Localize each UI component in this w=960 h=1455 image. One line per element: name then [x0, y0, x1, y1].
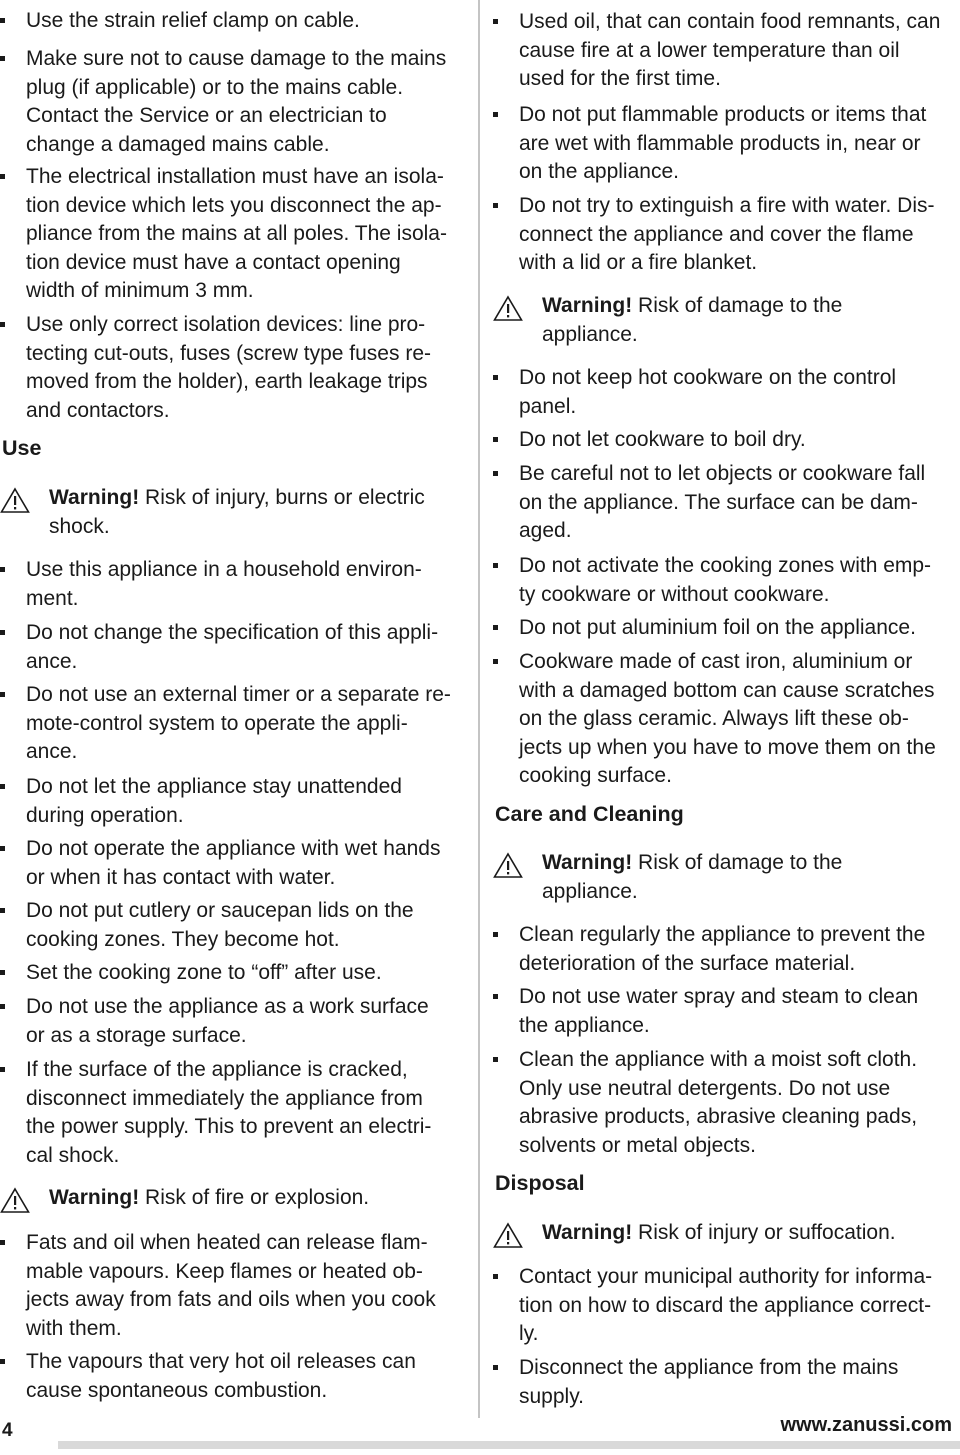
warning-text: appliance.: [542, 322, 638, 346]
bullet-marker: [0, 970, 5, 975]
warning-triangle-icon: [493, 295, 523, 322]
warning-text: Risk of injury, burns or electric: [139, 486, 425, 509]
footer-rule: [58, 1441, 960, 1449]
bullet-text-line: Do not put cutlery or saucepan lids on the: [26, 899, 414, 922]
section-heading-use: Use: [2, 436, 42, 460]
bullet-text-line: tecting cut-outs, fuses (screw type fuses re-: [26, 341, 431, 365]
bullet-marker: [493, 471, 498, 476]
bullet-text-line: Contact the Service or an electrician to: [26, 104, 387, 128]
bullet-text-line: Fats and oil when heated can release flam-: [26, 1231, 428, 1254]
bullet-text-line: Clean regularly the appliance to prevent the: [519, 923, 926, 946]
bullet-item: [493, 8, 960, 94]
bullet-text-line: ance.: [26, 649, 78, 673]
bullet-marker: [0, 1240, 5, 1245]
bullet-marker: [0, 567, 5, 572]
bullet-text-line: jects away from fats and oils when you cook: [26, 1288, 436, 1312]
warning-text: Risk of damage to the: [632, 851, 843, 874]
bullet-item: [0, 1056, 470, 1170]
bullet-marker: [493, 563, 498, 568]
warning-triangle-icon: [0, 1187, 30, 1214]
bullet-text-line: moved from the holder), earth leakage trips: [26, 370, 428, 394]
bullet-item: [493, 1046, 960, 1160]
bullet-item: [0, 619, 470, 676]
bullet-text-line: mote-control system to operate the appli-: [26, 711, 408, 735]
bullet-item: [493, 192, 960, 278]
warning-notice: [493, 1219, 960, 1248]
bullet-text-line: mable vapours. Keep flames or heated ob-: [26, 1259, 423, 1283]
warning-notice: [493, 292, 960, 349]
bullet-item: [493, 614, 960, 643]
warning-label: Warning!: [542, 294, 633, 317]
bullet-text-line: The electrical installation must have an isola-: [26, 165, 444, 188]
bullet-text-line: Disconnect the appliance from the mains: [519, 1356, 899, 1379]
bullet-item: [493, 101, 960, 187]
bullet-marker: [493, 112, 498, 117]
bullet-marker: [493, 1365, 498, 1370]
bullet-item: [0, 681, 470, 767]
bullet-text-line: during operation.: [26, 803, 184, 827]
bullet-marker: [0, 322, 5, 327]
bullet-text-line: Do not keep hot cookware on the control: [519, 366, 897, 389]
bullet-item: [493, 426, 960, 455]
warning-label: Warning!: [542, 851, 633, 874]
bullet-text-line: ty cookware or without cookware.: [519, 582, 830, 606]
column-divider: [478, 0, 480, 1418]
bullet-item: [0, 7, 470, 36]
bullet-text-line: cal shock.: [26, 1143, 120, 1167]
bullet-marker: [493, 932, 498, 937]
bullet-item: [0, 311, 470, 425]
bullet-text-line: aged.: [519, 519, 572, 543]
bullet-text-line: solvents or metal objects.: [519, 1133, 756, 1157]
bullet-text-line: abrasive products, abrasive cleaning pads,: [519, 1105, 918, 1129]
bullet-text-line: Do not put aluminium foil on the appliance.: [519, 616, 916, 639]
bullet-marker: [0, 630, 5, 635]
bullet-item: [493, 648, 960, 791]
bullet-text-line: If the surface of the appliance is cracked,: [26, 1058, 408, 1081]
bullet-text-line: with a lid or a fire blanket.: [519, 251, 758, 275]
bullet-text-line: Only use neutral detergents. Do not use: [519, 1076, 891, 1100]
bullet-text-line: connect the appliance and cover the flame: [519, 222, 914, 246]
warning-notice: [0, 1184, 470, 1213]
bullet-text-line: are wet with flammable products in, near or: [519, 131, 921, 155]
bullet-text-line: with a damaged bottom can cause scratches: [519, 678, 935, 702]
bullet-text-line: or when it has contact with water.: [26, 865, 336, 889]
bullet-marker: [493, 625, 498, 630]
warning-triangle-icon: [0, 487, 30, 514]
bullet-text-line: Do not use the appliance as a work surface: [26, 995, 429, 1018]
bullet-text-line: panel.: [519, 394, 577, 418]
bullet-item: [493, 552, 960, 609]
bullet-text-line: pliance from the mains at all poles. The isola-: [26, 222, 447, 246]
bullet-item: [0, 1348, 470, 1405]
bullet-text-line: supply.: [519, 1384, 584, 1408]
bullet-text-line: or as a storage surface.: [26, 1023, 247, 1047]
bullet-text-line: cause fire at a lower temperature than oil: [519, 38, 900, 62]
bullet-item: [0, 993, 470, 1050]
bullet-text-line: disconnect immediately the appliance from: [26, 1086, 423, 1110]
bullet-marker: [0, 1004, 5, 1009]
bullet-marker: [0, 784, 5, 789]
bullet-text-line: Be careful not to let objects or cookware fall: [519, 462, 926, 485]
bullet-text-line: Do not let cookware to boil dry.: [519, 428, 806, 451]
bullet-text-line: on the appliance.: [519, 160, 679, 184]
bullet-marker: [0, 18, 5, 23]
warning-text: appliance.: [542, 879, 638, 903]
warning-triangle-icon: [493, 1222, 523, 1249]
bullet-marker: [0, 692, 5, 697]
bullet-text-line: with them.: [26, 1316, 122, 1340]
warning-text: Risk of injury or suffocation.: [632, 1221, 896, 1244]
bullet-text-line: the appliance.: [519, 1013, 650, 1037]
bullet-text-line: change a damaged mains cable.: [26, 132, 330, 156]
bullet-marker: [0, 846, 5, 851]
bullet-text-line: Do not use water spray and steam to clean: [519, 985, 919, 1008]
bullet-text-line: width of minimum 3 mm.: [26, 279, 254, 303]
bullet-text-line: Use the strain relief clamp on cable.: [26, 9, 360, 32]
bullet-marker: [493, 1057, 498, 1062]
bullet-marker: [493, 659, 498, 664]
bullet-text-line: Do not use an external timer or a separate re-: [26, 683, 451, 706]
bullet-marker: [493, 19, 498, 24]
bullet-text-line: Contact your municipal authority for informa-: [519, 1265, 933, 1288]
bullet-text-line: cooking surface.: [519, 764, 672, 788]
bullet-text-line: and contactors.: [26, 398, 170, 422]
bullet-marker: [493, 375, 498, 380]
warning-notice: [493, 849, 960, 906]
warning-text: Risk of fire or explosion.: [139, 1186, 370, 1209]
bullet-text-line: Do not operate the appliance with wet hands: [26, 837, 441, 860]
warning-text: Risk of damage to the: [632, 294, 843, 317]
bullet-marker: [0, 56, 5, 61]
bullet-item: [493, 364, 960, 421]
warning-label: Warning!: [542, 1221, 633, 1244]
bullet-text-line: Do not try to extinguish a fire with water. Dis-: [519, 194, 935, 217]
bullet-text-line: used for the first time.: [519, 67, 721, 91]
bullet-item: [0, 163, 470, 306]
bullet-text-line: Set the cooking zone to “off” after use.: [26, 961, 382, 984]
warning-label: Warning!: [49, 486, 140, 509]
bullet-marker: [0, 908, 5, 913]
bullet-marker: [493, 203, 498, 208]
bullet-text-line: on the appliance. The surface can be dam-: [519, 490, 918, 514]
bullet-item: [0, 897, 470, 954]
bullet-marker: [0, 1067, 5, 1072]
bullet-text-line: The vapours that very hot oil releases can: [26, 1350, 416, 1373]
bullet-text-line: on the glass ceramic. Always lift these ob-: [519, 707, 909, 731]
section-heading-disposal: Disposal: [495, 1171, 585, 1195]
bullet-text-line: Do not change the specification of this appli-: [26, 621, 439, 644]
bullet-text-line: tion device must have a contact opening: [26, 250, 401, 274]
bullet-item: [493, 983, 960, 1040]
bullet-text-line: deterioration of the surface material.: [519, 951, 856, 975]
bullet-text-line: Make sure not to cause damage to the mains: [26, 47, 447, 70]
bullet-item: [493, 1263, 960, 1349]
bullet-item: [493, 1354, 960, 1411]
bullet-item: [0, 1229, 470, 1343]
bullet-text-line: Cookware made of cast iron, aluminium or: [519, 650, 913, 673]
bullet-text-line: ment.: [26, 586, 79, 610]
footer-url: www.zanussi.com: [780, 1414, 952, 1436]
bullet-text-line: Do not let the appliance stay unattended: [26, 775, 402, 798]
bullet-marker: [493, 994, 498, 999]
bullet-text-line: ly.: [519, 1322, 539, 1346]
bullet-item: [0, 556, 470, 613]
bullet-item: [493, 460, 960, 546]
bullet-text-line: jects up when you have to move them on the: [519, 735, 936, 759]
bullet-text-line: tion device which lets you disconnect the ap-: [26, 193, 442, 217]
bullet-text-line: Use only correct isolation devices: line pro-: [26, 313, 426, 336]
bullet-item: [493, 921, 960, 978]
warning-notice: [0, 484, 470, 541]
bullet-marker: [493, 437, 498, 442]
bullet-marker: [0, 174, 5, 179]
bullet-item: [0, 835, 470, 892]
bullet-item: [0, 773, 470, 830]
bullet-text-line: the power supply. This to prevent an electri-: [26, 1115, 432, 1139]
bullet-text-line: ance.: [26, 740, 78, 764]
bullet-text-line: Clean the appliance with a moist soft cloth.: [519, 1048, 918, 1071]
warning-triangle-icon: [493, 852, 523, 879]
bullet-marker: [493, 1274, 498, 1279]
warning-text: shock.: [49, 514, 110, 538]
bullet-text-line: cooking zones. They become hot.: [26, 927, 340, 951]
bullet-text-line: cause spontaneous combustion.: [26, 1378, 328, 1402]
bullet-text-line: plug (if applicable) or to the mains cable.: [26, 75, 404, 99]
bullet-item: [0, 45, 470, 159]
page-number: 4: [2, 1420, 13, 1441]
bullet-text-line: Do not activate the cooking zones with emp-: [519, 554, 932, 577]
bullet-text-line: Use this appliance in a household environ-: [26, 558, 422, 581]
bullet-marker: [0, 1359, 5, 1364]
section-heading-care-and-cleaning: Care and Cleaning: [495, 802, 684, 826]
warning-label: Warning!: [49, 1186, 140, 1209]
bullet-text-line: tion on how to discard the appliance correct-: [519, 1293, 932, 1317]
bullet-item: [0, 959, 470, 988]
bullet-text-line: Do not put flammable products or items that: [519, 103, 927, 126]
bullet-text-line: Used oil, that can contain food remnants, can: [519, 10, 941, 33]
